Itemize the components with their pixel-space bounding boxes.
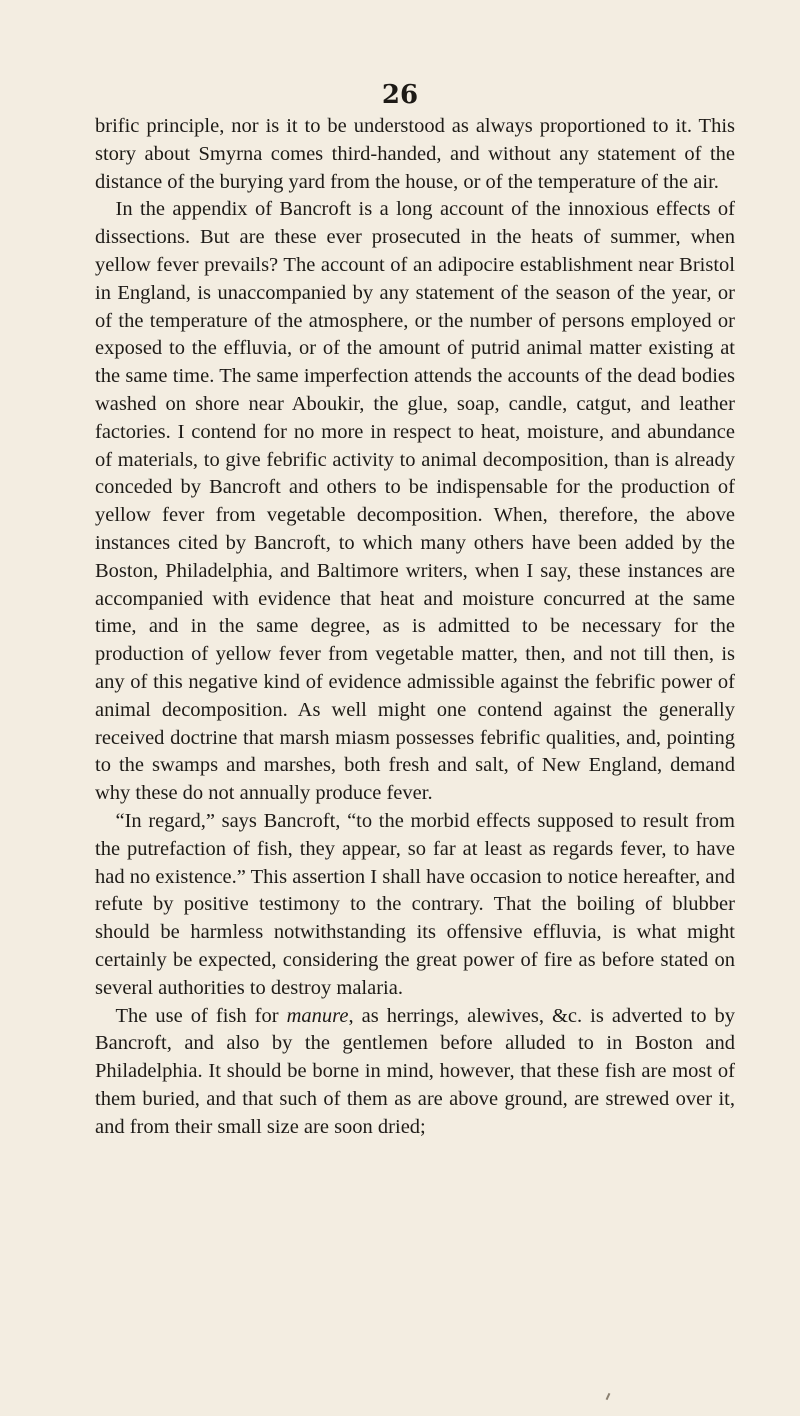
paper-speck: [606, 1393, 611, 1400]
page-body: [95, 113, 735, 1141]
manure-text-end: , as herrings, alewives, &c. is adverted to by Bancroft, and also by the gentlemen before alluded to in Boston and Philadelphia. It should be borne in mind, however, that these fish are most of them buried, and that such of them as are above ground, are strewed over it, and from their small size are soon dried;: [95, 1004, 735, 1138]
page-number: 26: [381, 80, 419, 110]
paragraph-fish-quote: “In regard,” says Bancroft, “to the morbid effects supposed to result from the putrefaction of fish, they appear, so far at least as regards fever, to have had no existence.” This assertion I shall have occasion to notice hereafter, and refute by positive testimony to the contrary. That the boiling of blubber should be harmless notwithstanding its offensive effluvia, is what might certainly be expected, considering the great power of fire as before stated on several authorities to destroy malaria.: [95, 809, 735, 999]
paragraph-continuation: brific principle, nor is it to be understood as always proportioned to it. This story about Smyrna comes third-handed, and without any statement of the distance of the burying yard from the house, or of the temperature of the air.: [95, 115, 735, 193]
manure-italic: manure: [286, 1004, 349, 1027]
paragraph-dissections: In the appendix of Bancroft is a long account of the innoxious effects of dissections. But are these ever prosecuted in the heats of summer, when yellow fever prevails? The account of an adipocire establishment near Bristol in England, is unaccompanied by any statement of the season of the year, or of the temperature of the atmosphere, or the number of persons employed or exposed to the effluvia, or of the amount of putrid animal matter existing at the same time. The same imperfection attends the accounts of the dead bodies washed on shore near Aboukir, the glue, soap, candle, catgut, and leather factories. I contend for no more in respect to heat, moisture, and abundance of materials, to give febrific activity to animal decomposition, than is already conceded by Bancroft and others to be indispensable for the production of yellow fever from vegetable decomposition. When, therefore, the above instances cited by Bancroft, to which many others have been added by the Boston, Philadelphia, and Baltimore writers, when I say, these instances are accompanied with evidence that heat and moisture concurred at the same time, and in the same degree, as is admitted to be necessary for the production of yellow fever from vegetable matter, then, and not till then, is any of this negative kind of evidence admissible against the febrific power of animal decomposition. As well might one contend against the generally received doctrine that marsh miasm possesses febrific qualities, and, pointing to the swamps and marshes, both fresh and salt, of New England, demand why these do not annually produce fever.: [95, 198, 735, 805]
manure-text-start: The use of fish for: [115, 1004, 287, 1027]
paragraph-manure: [95, 1003, 735, 1142]
